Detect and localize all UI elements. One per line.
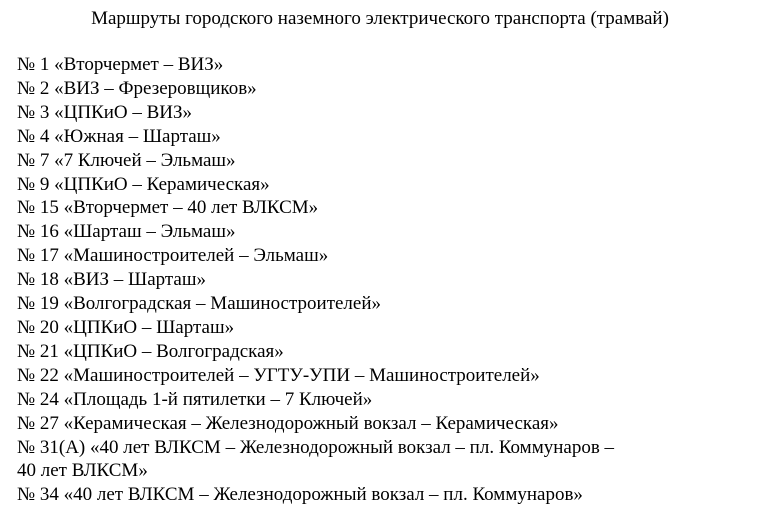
route-text: № 21 «ЦПКиО – Волгоградская» xyxy=(17,340,284,362)
route-item xyxy=(17,268,747,292)
route-text-continuation: 40 лет ВЛКСМ» xyxy=(17,460,148,482)
route-item xyxy=(17,77,747,101)
route-item xyxy=(17,244,747,268)
route-text: № 9 «ЦПКиО – Керамическая» xyxy=(17,173,270,195)
route-text: № 22 «Машиностроителей – УГТУ-УПИ – Машиностроителей» xyxy=(17,364,540,386)
route-item xyxy=(17,292,747,316)
route-text: № 34 «40 лет ВЛКСМ – Железнодорожный вокзал – пл. Коммунаров» xyxy=(17,484,583,506)
page-title: Маршруты городского наземного электрического транспорта (трамвай) xyxy=(91,8,669,29)
route-text: № 4 «Южная – Шарташ» xyxy=(17,125,221,147)
route-item xyxy=(17,173,747,197)
route-text: № 15 «Вторчермет – 40 лет ВЛКСМ» xyxy=(17,197,319,219)
route-text: № 31(А) «40 лет ВЛКСМ – Железнодорожный вокзал – пл. Коммунаров – xyxy=(17,436,615,458)
route-text: № 7 «7 Ключей – Эльмаш» xyxy=(17,149,236,171)
route-text: № 19 «Волгоградская – Машиностроителей» xyxy=(17,293,382,315)
route-text: № 2 «ВИЗ – Фрезеровщиков» xyxy=(17,77,257,99)
route-item xyxy=(17,364,747,388)
route-item xyxy=(17,483,747,507)
route-text: № 24 «Площадь 1-й пятилетки – 7 Ключей» xyxy=(17,388,373,410)
route-item xyxy=(17,101,747,125)
route-text: № 1 «Вторчермет – ВИЗ» xyxy=(17,54,224,75)
route-item xyxy=(17,436,747,484)
route-item xyxy=(17,196,747,220)
route-item xyxy=(17,340,747,364)
route-item xyxy=(17,412,747,436)
route-text: № 16 «Шарташ – Эльмаш» xyxy=(17,221,236,243)
route-text: № 20 «ЦПКиО – Шарташ» xyxy=(17,316,235,338)
route-item xyxy=(17,149,747,173)
route-text: № 17 «Машиностроителей – Эльмаш» xyxy=(17,245,329,267)
route-item xyxy=(17,388,747,412)
route-item xyxy=(17,316,747,340)
route-item xyxy=(17,125,747,149)
route-text: № 3 «ЦПКиО – ВИЗ» xyxy=(17,101,193,123)
route-item xyxy=(17,220,747,244)
route-item xyxy=(17,53,747,77)
route-list xyxy=(17,53,747,507)
route-text: № 27 «Керамическая – Железнодорожный вокзал – Керамическая» xyxy=(17,412,559,434)
route-text: № 18 «ВИЗ – Шарташ» xyxy=(17,269,206,291)
